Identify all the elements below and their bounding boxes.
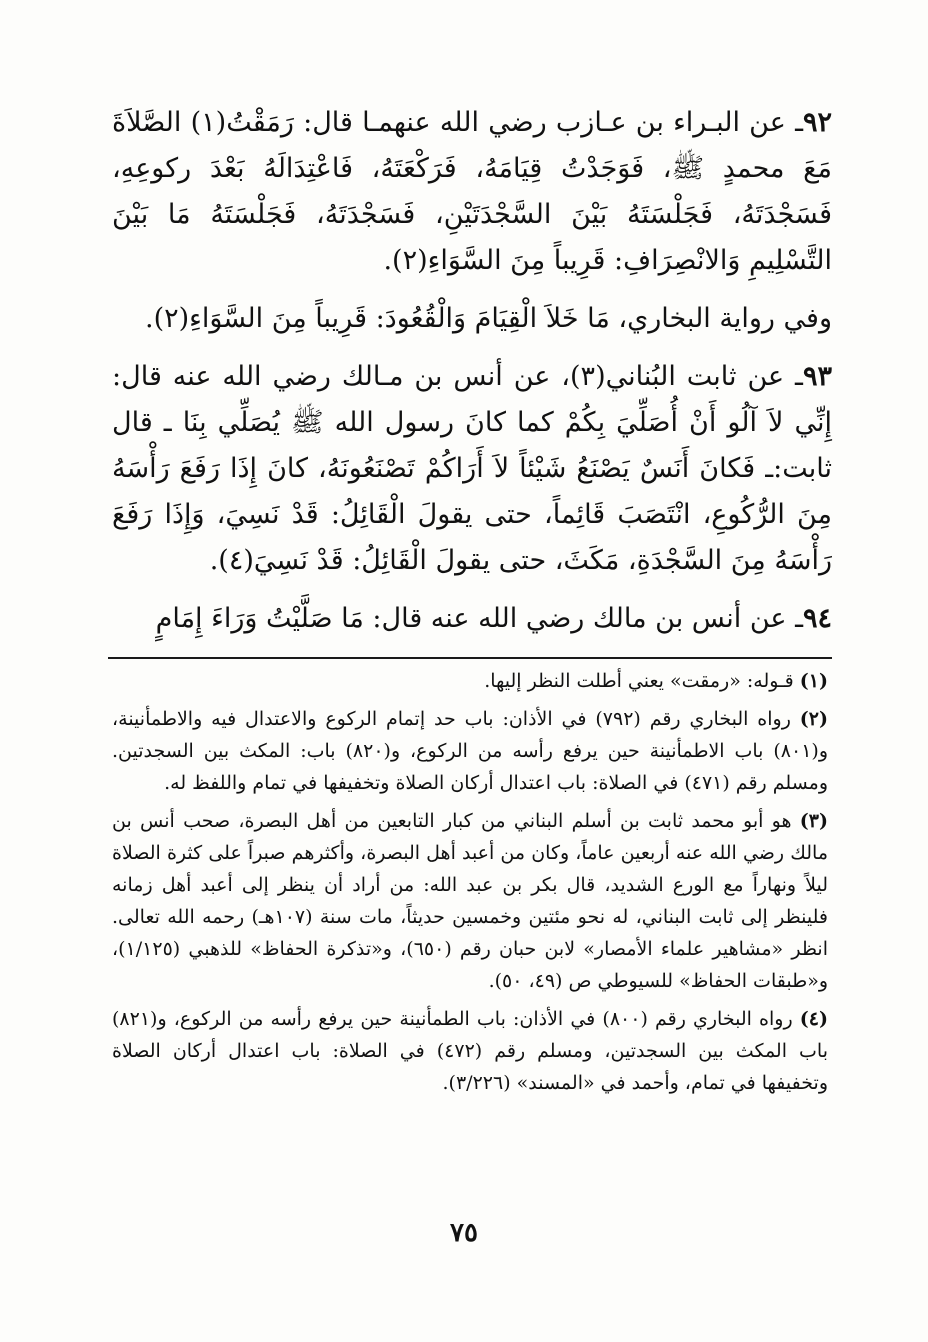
- hadith-number: ٩٤: [802, 603, 832, 634]
- footnote-2: [112, 703, 832, 799]
- hadith-number: ٩٣: [802, 361, 832, 392]
- footnote-1: [112, 665, 832, 697]
- main-text: [112, 100, 832, 654]
- footnotes: [112, 665, 832, 1105]
- hadith-text: ـ عن ثابت البُناني(٣)، عن أنس بن مـالك رضي الله عنه قال: إِنِّي لاَ آلُو أَنْ أُصَلِّيَ بِكُمْ كما كانَ رسول الله ﷺ يُصَلِّي بِنَا ـ قال ثابت:ـ فَكانَ أَنَسٌ يَصْنَعُ شَيْئاً لاَ أَرَاكُمْ تَصْنَعُونَهُ، كانَ إِذَا رَفَعَ رَأْسَهُ مِنَ الرُّكُوعِ، انْتَصَبَ قَائِماً، حتى يقولَ الْقَائِلُ: قَدْ نَسِيَ، وَإِذَا رَفَعَ رَأْسَهُ مِنَ السَّجْدَةِ، مَكَثَ، حتى يقولَ الْقَائِلُ: قَدْ نَسِيَ(٤).: [112, 361, 832, 576]
- footnote-marker: (٤): [799, 1008, 828, 1030]
- bukhari-variant: وفي رواية البخاري، مَا خَلاَ الْقِيَامَ وَالْقُعُودَ: قَرِيباً مِنَ السَّوَاءِ(٢).: [144, 303, 832, 334]
- hadith-number: ٩٢: [802, 107, 832, 138]
- footnote-text: رواه البخاري رقم (٧٩٢) في الأذان: باب حد إتمام الركوع والاعتدال فيه والاطمأنينة، و(٨٠١) باب الاطمأنينة حين يرفع رأسه من الركوع، و(٨٢٠) باب: المكث بين السجدتين. ومسلم رقم (٤٧١) في الصلاة: باب اعتدال أركان الصلاة وتخفيفها في تمام واللفظ له.: [112, 708, 828, 794]
- footnote-text: هو أبو محمد ثابت بن أسلم البناني من كبار التابعين من أهل البصرة، صحب أنس بن مالك رضي الله عنه أربعين عاماً، وكان من أعبد أهل البصرة، وأكثرهم صبراً على كثرة الصلاة ليلاً ونهاراً مع الورع الشديد، قال بكر بن عبد الله: من أراد أن ينظر إلى أعبد أهل زمانه فلينظر إلى ثابت البناني، له نحو مئتين وخمسين حديثاً، مات سنة (١٠٧هـ) رحمه الله تعالى. انظر «مشاهير علماء الأمصار» لابن حبان رقم (٦٥٠)، و«تذكرة الحفاظ» للذهبي (١/١٢٥)، و«طبقات الحفاظ» للسيوطي ص (٤٩، ٥٠).: [112, 810, 828, 992]
- hadith-text: ـ عن أنس بن مالك رضي الله عنه قال: مَا صَلَّيْتُ وَرَاءَ إِمَامٍ: [155, 603, 803, 634]
- footnote-marker: (١): [799, 670, 828, 692]
- hadith-text: ـ عن البـراء بن عـازب رضي الله عنهمـا قال: رَمَقْتُ(١) الصَّلاَةَ مَعَ محمدٍ ﷺ، فَوَجَدْتُ قِيَامَهُ، فَرَكْعَتَهُ، فَاعْتِدَالَهُ بَعْدَ ركوعِهِ، فَسَجْدَتَهُ، فَجَلْسَتَهُ بَيْنَ السَّجْدَتَيْنِ، فَسَجْدَتَهُ، فَجَلْسَتَهُ مَا بَيْنَ التَّسْلِيمِ وَالانْصِرَافِ: قَرِيباً مِنَ السَّوَاءِ(٢).: [112, 107, 832, 276]
- footnote-marker: (٢): [799, 708, 828, 730]
- footnote-3: [112, 805, 832, 997]
- footnote-marker: (٣): [799, 810, 828, 832]
- footnote-text: رواه البخاري رقم (٨٠٠) في الأذان: باب الطمأنينة حين يرفع رأسه من الركوع، و(٨٢١) باب المكث بين السجدتين، ومسلم رقم (٤٧٢) في الصلاة: باب اعتدال أركان الصلاة وتخفيفها في تمام، وأحمد في «المسند» (٣/٢٢٦).: [112, 1008, 828, 1094]
- page-number: ٧٥: [450, 1218, 478, 1248]
- hadith-93: [112, 354, 832, 584]
- footnote-divider: [108, 657, 832, 659]
- hadith-94: [112, 596, 832, 642]
- footnote-text: قـوله: «رمقت» يعني أطلت النظر إليها.: [484, 670, 794, 692]
- hadith-92: [112, 100, 832, 284]
- footnote-4: [112, 1003, 832, 1099]
